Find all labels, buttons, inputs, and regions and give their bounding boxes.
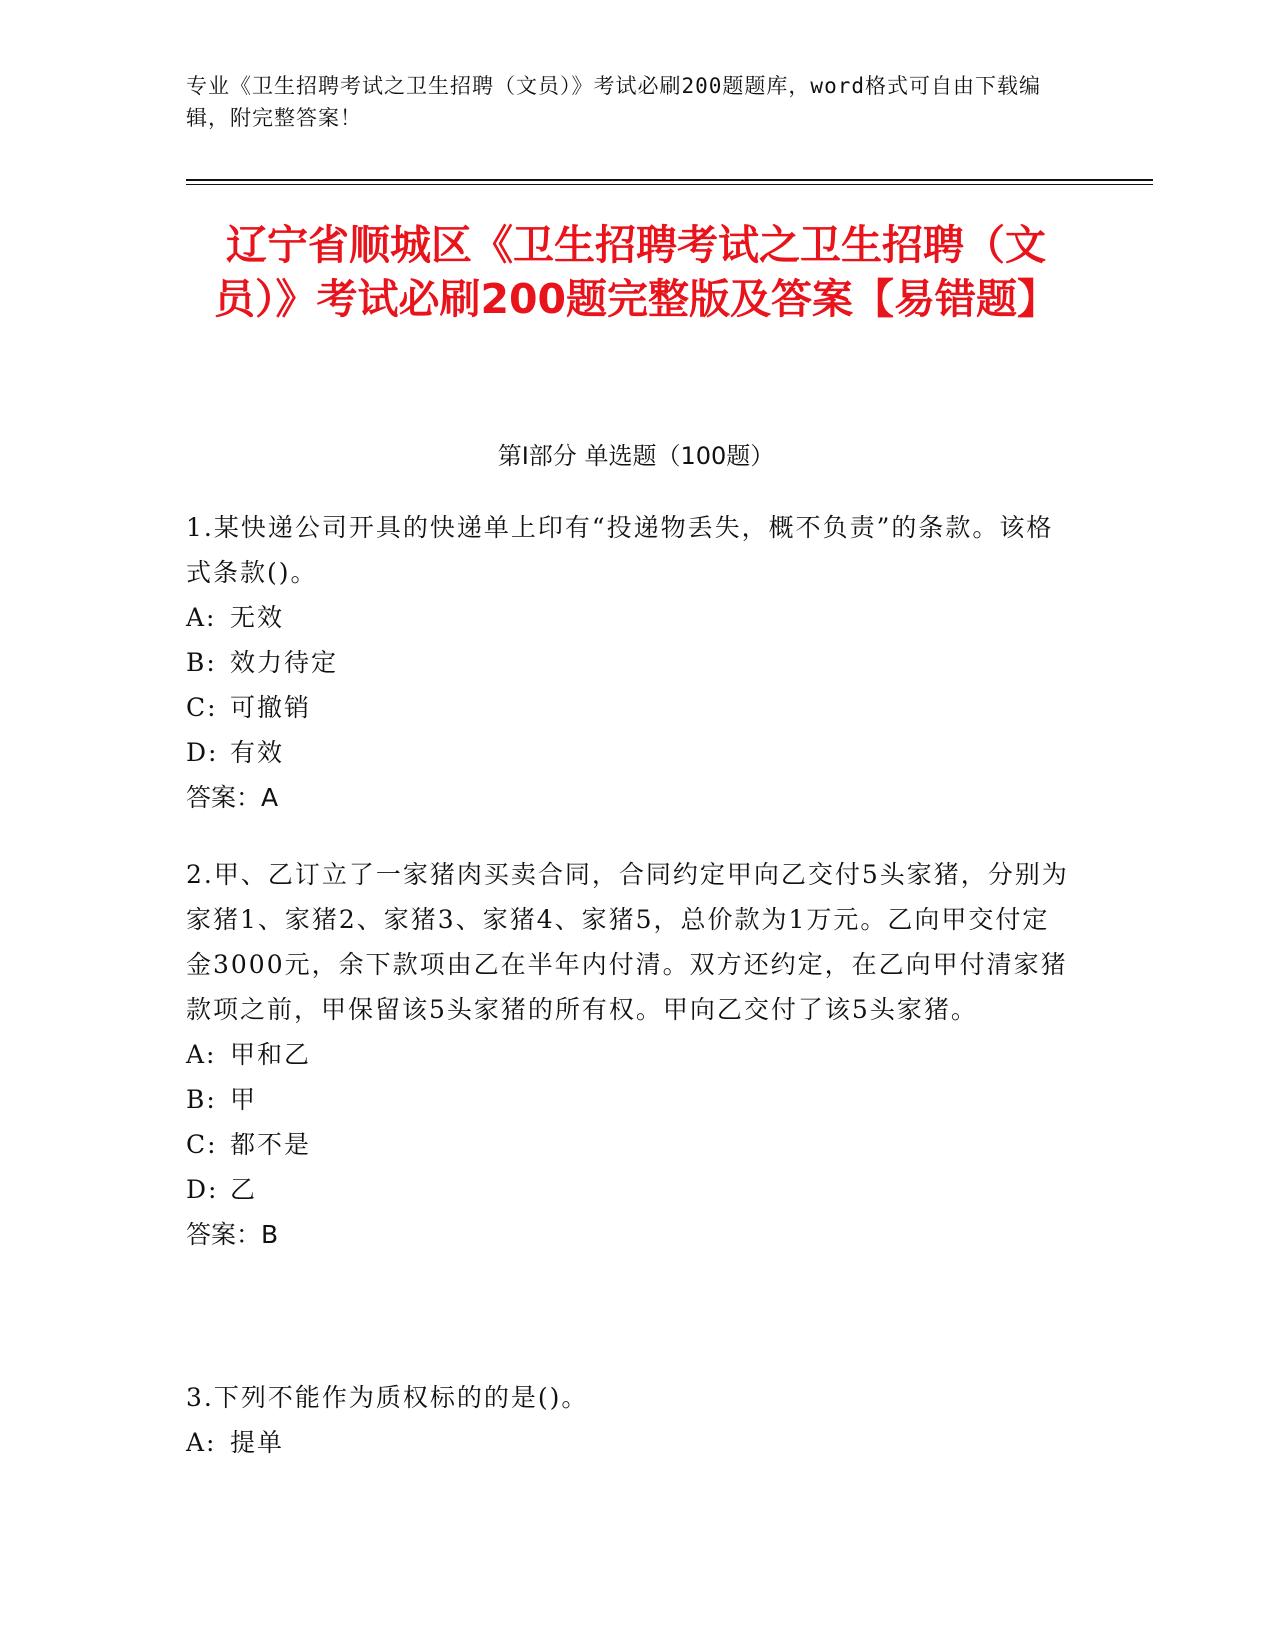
option-letter: A: bbox=[186, 1428, 217, 1457]
option-text: 甲 bbox=[230, 1085, 258, 1114]
option-a bbox=[186, 1032, 1076, 1077]
option-text: 甲和乙 bbox=[230, 1040, 312, 1069]
question-1 bbox=[186, 505, 1076, 820]
section-heading: 第Ⅰ部分 单选题（100题） bbox=[497, 442, 775, 470]
question-3 bbox=[186, 1375, 1076, 1465]
question-2 bbox=[186, 852, 1076, 1257]
question-text: 2.甲、乙订立了一家猪肉买卖合同，合同约定甲向乙交付5头家猪，分别为家猪1、家猪2、家猪3、家猪4、家猪5，总价款为1万元。乙向甲交付定金3000元，余下款项由乙在半年内付清。双方还约定，在乙向甲付清家猪款项之前，甲保留该5头家猪的所有权。甲向乙交付了该5头家猪。 bbox=[186, 860, 1069, 1024]
header-divider-thick bbox=[186, 179, 1153, 181]
option-b bbox=[186, 1077, 1076, 1122]
question-text: 3.下列不能作为质权标的的是()。 bbox=[186, 1383, 589, 1412]
option-a bbox=[186, 1420, 1076, 1465]
option-text: 无效 bbox=[230, 603, 285, 632]
option-letter: A: bbox=[186, 1040, 217, 1069]
option-text: 都不是 bbox=[230, 1130, 312, 1159]
option-text: 效力待定 bbox=[230, 648, 339, 677]
document-title: 辽宁省顺城区《卫生招聘考试之卫生招聘（文员）》考试必刷200题完整版及答案【易错题】 bbox=[213, 221, 1059, 323]
option-text: 可撤销 bbox=[230, 693, 312, 722]
option-letter: B: bbox=[186, 648, 217, 677]
option-d bbox=[186, 1167, 1076, 1212]
option-letter: D: bbox=[186, 1175, 219, 1204]
option-text: 提单 bbox=[230, 1428, 285, 1457]
option-letter: D: bbox=[186, 738, 219, 767]
option-c bbox=[186, 1122, 1076, 1167]
option-c bbox=[186, 685, 1076, 730]
option-a bbox=[186, 595, 1076, 640]
option-letter: A: bbox=[186, 603, 217, 632]
option-letter: C: bbox=[186, 1130, 218, 1159]
header-divider-thin bbox=[186, 184, 1153, 185]
option-b bbox=[186, 640, 1076, 685]
option-d bbox=[186, 730, 1076, 775]
option-text: 有效 bbox=[230, 738, 285, 767]
answer-line: 答案：A bbox=[186, 783, 279, 812]
option-text: 乙 bbox=[230, 1175, 258, 1204]
option-letter: C: bbox=[186, 693, 218, 722]
answer-line: 答案：B bbox=[186, 1220, 279, 1249]
option-letter: B: bbox=[186, 1085, 217, 1114]
question-text: 1.某快递公司开具的快递单上印有“投递物丢失，概不负责”的条款。该格式条款()。 bbox=[186, 513, 1054, 587]
header-note: 专业《卫生招聘考试之卫生招聘（文员）》考试必刷200题题库，word格式可自由下载编辑，附完整答案！ bbox=[186, 74, 1041, 130]
